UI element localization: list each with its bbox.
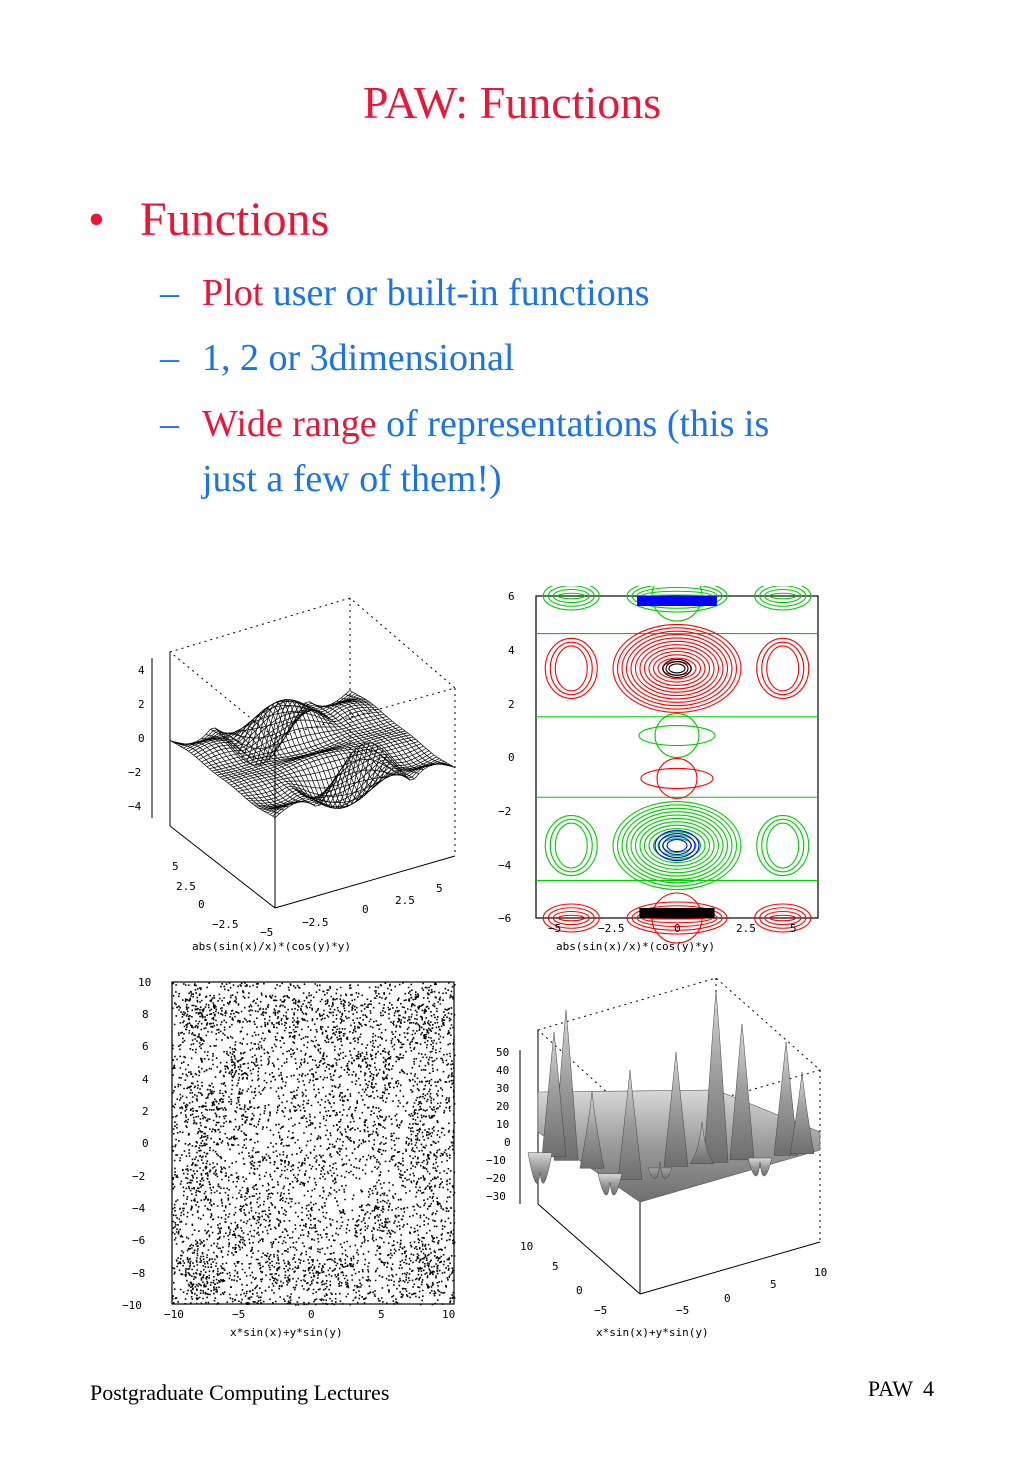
- z-tick: −10: [486, 1154, 506, 1167]
- y-tick: 6: [508, 590, 515, 603]
- y-tick: 2: [508, 698, 515, 711]
- dash-icon: –: [160, 337, 179, 379]
- x-axis-label: abs(sin(x)/x)*(cos(y)*y): [192, 940, 351, 953]
- bullet-icon: •: [88, 193, 105, 246]
- contour-fill: [639, 908, 714, 918]
- x-tick: 0: [724, 1292, 731, 1305]
- z-tick: −2: [128, 766, 142, 779]
- x-tick: 0: [674, 922, 681, 935]
- dash-icon: –: [160, 272, 179, 314]
- y-tick: −10: [122, 1299, 142, 1312]
- y-tick: −2.5: [212, 918, 239, 931]
- y-tick: 10: [520, 1240, 534, 1253]
- x-tick: 0: [362, 903, 369, 916]
- z-tick: 10: [496, 1118, 510, 1131]
- y-tick: −2: [498, 805, 512, 818]
- surface-peak: [730, 1024, 754, 1160]
- z-tick: −30: [486, 1190, 506, 1203]
- y-tick: 4: [142, 1073, 149, 1086]
- y-tick: 2.5: [176, 880, 196, 893]
- sub-item-dimensional: – 1, 2 or 3dimensional: [160, 331, 514, 385]
- z-tick: −4: [128, 800, 142, 813]
- x-axis-label: x*sin(x)+y*sin(y): [230, 1326, 343, 1339]
- scatter-plot: [120, 974, 470, 1344]
- x-tick: 5: [436, 882, 443, 895]
- surface-plot: [120, 588, 470, 958]
- y-tick: 0: [198, 898, 205, 911]
- sub-item-wide-range: – Wide range of representations (this is: [160, 397, 769, 451]
- dash-icon: –: [160, 403, 179, 445]
- sub-item-wide-range-cont: just a few of them!): [202, 458, 502, 500]
- page-number: 4: [923, 1376, 934, 1401]
- y-tick: 5: [552, 1260, 559, 1273]
- x-tick: −5: [232, 1308, 246, 1321]
- bullet-functions: [88, 192, 329, 247]
- y-tick: 8: [142, 1008, 149, 1021]
- y-tick: −6: [132, 1234, 146, 1247]
- z-tick: 2: [138, 698, 145, 711]
- x-axis-label: abs(sin(x)/x)*(cos(y)*y): [556, 940, 715, 953]
- y-tick: 0: [142, 1137, 149, 1150]
- surface-peak: [704, 992, 728, 1162]
- shaded-surface-plot: [480, 972, 836, 1344]
- sub-item-plot: – Plot user or built-in functions: [160, 266, 650, 320]
- y-tick: −8: [132, 1267, 146, 1280]
- x-tick: −2.5: [598, 922, 625, 935]
- y-tick: 2: [142, 1105, 149, 1118]
- z-tick: 50: [496, 1046, 510, 1059]
- contour-plot: [490, 586, 830, 958]
- surface-peak: [528, 1153, 552, 1184]
- z-tick: 30: [496, 1082, 510, 1095]
- y-tick: 6: [142, 1040, 149, 1053]
- x-tick: −5: [260, 926, 274, 939]
- x-tick: −10: [164, 1308, 184, 1321]
- x-tick: −2.5: [302, 916, 329, 929]
- footer-label: PAW: [867, 1376, 913, 1401]
- z-tick: 40: [496, 1064, 510, 1077]
- bullet-label: Functions: [140, 193, 330, 246]
- x-axis-label: x*sin(x)+y*sin(y): [596, 1326, 709, 1339]
- x-tick: −5: [676, 1304, 690, 1317]
- footer-course: Postgraduate Computing Lectures: [90, 1380, 390, 1405]
- x-tick: 10: [814, 1266, 828, 1279]
- x-tick: 5: [790, 922, 797, 935]
- z-tick: 4: [138, 664, 145, 677]
- z-tick: −20: [486, 1172, 506, 1185]
- y-tick: 0: [576, 1284, 583, 1297]
- z-tick: 0: [138, 732, 145, 745]
- y-tick: −4: [132, 1202, 146, 1215]
- y-tick: −2: [132, 1170, 146, 1183]
- contour-fill: [637, 596, 717, 606]
- slide-title: PAW: Functions: [362, 77, 662, 128]
- x-tick: 0: [308, 1308, 315, 1321]
- y-tick: 0: [508, 751, 515, 764]
- x-tick: 2.5: [395, 894, 415, 907]
- y-tick: 4: [508, 644, 515, 657]
- footer-page: [868, 1376, 934, 1402]
- y-tick: −5: [594, 1304, 608, 1317]
- y-tick: −4: [498, 859, 512, 872]
- x-tick: 10: [442, 1308, 456, 1321]
- x-tick: 2.5: [736, 922, 756, 935]
- z-tick: 20: [496, 1100, 510, 1113]
- y-tick: −6: [498, 912, 512, 925]
- y-tick: 10: [138, 976, 152, 989]
- y-tick: 5: [172, 860, 179, 873]
- x-tick: 5: [770, 1278, 777, 1291]
- z-tick: 0: [504, 1136, 511, 1149]
- x-tick: −5: [548, 922, 562, 935]
- surface-peak: [598, 1174, 622, 1196]
- x-tick: 5: [378, 1308, 385, 1321]
